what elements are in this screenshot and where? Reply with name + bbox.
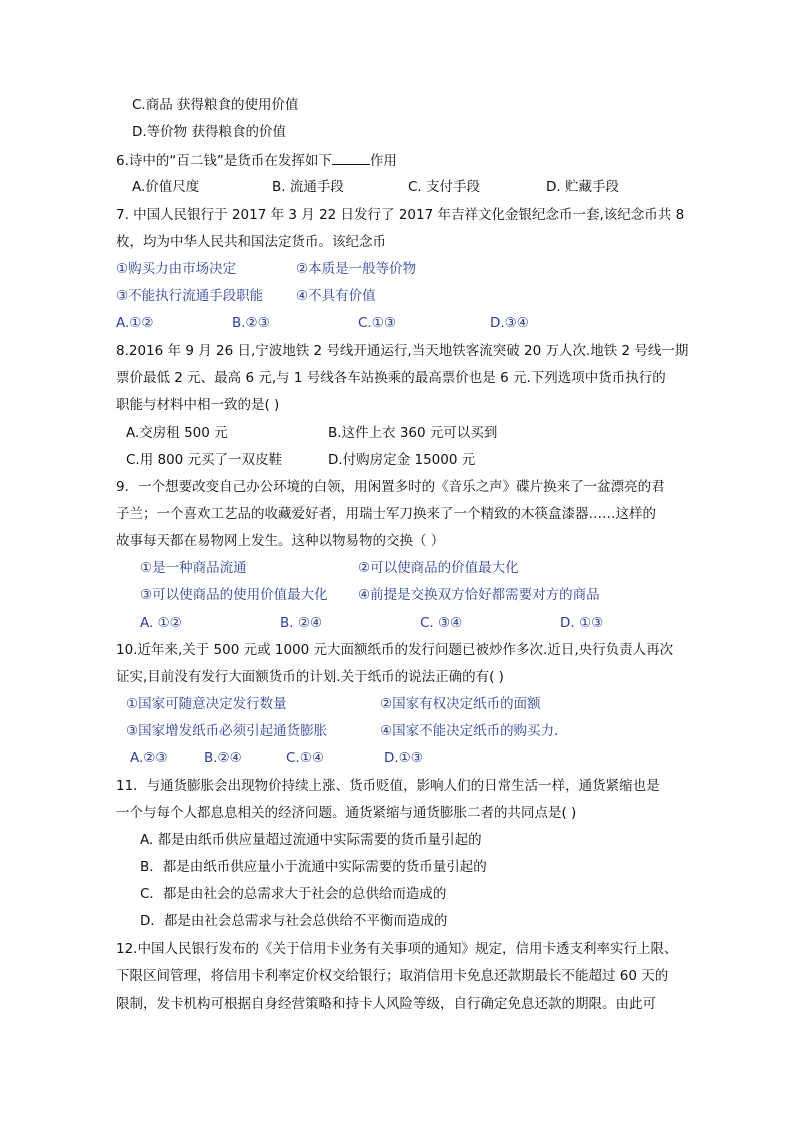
q9-option-b: B. ②④ — [280, 615, 323, 631]
q11-stem-line2: 一个与每个人都息息相关的经济问题。通货紧缩与通货膨胀二者的共同点是( ) — [116, 805, 577, 821]
answer-blank — [332, 150, 370, 165]
q10-option-a: A.②③ — [130, 750, 168, 766]
q12-stem-line1: 12.中国人民银行发布的《关于信用卡业务有关事项的通知》规定，信用卡透支利率实行上限、 — [116, 941, 678, 957]
question-6-stem — [116, 150, 397, 170]
q5-option-d: D.等价物 获得粮食的价值 — [132, 124, 286, 140]
q7-statement-2: ②本质是一般等价物 — [296, 261, 417, 277]
q10-statement-4: ④国家不能决定纸币的购买力. — [380, 723, 559, 739]
q6-option-a: A.价值尺度 — [132, 179, 200, 195]
q11-option-a: A. 都是由纸币供应量超过流通中实际需要的货币量引起的 — [140, 832, 482, 848]
q7-statement-4: ④不具有价值 — [296, 288, 376, 304]
q5-option-c: C.商品 获得粮食的使用价值 — [132, 97, 299, 113]
q9-stem-line3: 故事每天都在易物网上发生。这种以物易物的交换（ ） — [116, 533, 445, 549]
q8-option-d: D.付购房定金 15000 元 — [328, 452, 476, 468]
q12-stem-line2: 下限区间管理，将信用卡利率定价权交给银行；取消信用卡免息还款期最长不能超过 60 天的 — [116, 968, 669, 984]
q7-stem-line1: 7. 中国人民银行于 2017 年 3 月 22 日发行了 2017 年吉祥文化金银纪念币一套,该纪念币共 8 — [116, 207, 685, 223]
q7-option-c: C.①③ — [358, 315, 396, 331]
q9-option-a: A. ①② — [140, 615, 182, 631]
q9-statement-3: ③可以使商品的使用价值最大化 — [140, 587, 328, 603]
q9-stem-line1: 9．一个想要改变自己办公环境的白领，用闲置多时的《音乐之声》碟片换来了一盆漂亮的君 — [116, 479, 665, 495]
q10-option-c: C.①④ — [286, 750, 324, 766]
q7-stem-line2: 枚，均为中华人民共和国法定货币。该纪念币 — [116, 234, 386, 250]
q7-option-a: A.①② — [116, 315, 154, 331]
q9-statement-2: ②可以使商品的价值最大化 — [358, 560, 519, 576]
q9-stem-line2: 子兰；一个喜欢工艺品的收藏爱好者，用瑞士军刀换来了一个精致的木筷盒漆器……这样的 — [116, 506, 656, 522]
q11-option-b: B．都是由纸币供应量小于流通中实际需要的货币量引起的 — [140, 859, 487, 875]
q10-statement-3: ③国家增发纸币必须引起通货膨胀 — [126, 723, 328, 739]
q11-option-d: D．都是由社会总需求与社会总供给不平衡而造成的 — [140, 913, 448, 929]
q6-option-d: D. 贮藏手段 — [546, 179, 619, 195]
q6-stem-tail: 作用 — [369, 153, 397, 169]
q8-option-c: C.用 800 元买了一双皮鞋 — [126, 452, 283, 468]
q8-option-b: B.这件上衣 360 元可以买到 — [328, 425, 498, 441]
q10-statement-1: ①国家可随意决定发行数量 — [126, 696, 287, 712]
q8-stem-line2: 票价最低 2 元、最高 6 元,与 1 号线各车站换乘的最高票价也是 6 元.下列选项中货币执行的 — [116, 370, 666, 386]
q7-option-d: D.③④ — [490, 315, 529, 331]
q9-option-c: C. ③④ — [420, 615, 463, 631]
q8-stem-line3: 职能与材料中相一致的是( ) — [116, 397, 280, 413]
q7-statement-1: ①购买力由市场决定 — [116, 261, 237, 277]
q7-option-b: B.②③ — [232, 315, 270, 331]
q9-statement-1: ①是一种商品流通 — [140, 560, 247, 576]
q9-statement-4: ④前提是交换双方恰好都需要对方的商品 — [358, 587, 600, 603]
q10-option-b: B.②④ — [204, 750, 242, 766]
q8-option-a: A.交房租 500 元 — [126, 425, 228, 441]
q10-stem-line2: 证实,目前没有发行大面额货币的计划.关于纸币的说法正确的有( ) — [116, 669, 504, 685]
q9-option-d: D. ①③ — [560, 615, 604, 631]
q6-option-b: B. 流通手段 — [272, 179, 344, 195]
q6-option-c: C. 支付手段 — [408, 179, 481, 195]
q10-option-d: D.①③ — [384, 750, 423, 766]
q11-stem-line1: 11．与通货膨胀会出现物价持续上涨、货币贬值，影响人们的日常生活一样，通货紧缩也是 — [116, 778, 660, 794]
q6-stem-text: 6.诗中的“百二钱”是货币在发挥如下 — [116, 153, 332, 169]
q8-stem-line1: 8.2016 年 9 月 26 日,宁波地铁 2 号线开通运行,当天地铁客流突破 20 万人次.地铁 2 号线一期 — [116, 343, 689, 359]
q12-stem-line3: 限制，发卡机构可根据自身经营策略和持卡人风险等级，自行确定免息还款的期限。由此可 — [116, 996, 656, 1012]
q11-option-c: C．都是由社会的总需求大于社会的总供给而造成的 — [140, 886, 447, 902]
q10-statement-2: ②国家有权决定纸币的面额 — [380, 696, 541, 712]
q10-stem-line1: 10.近年来,关于 500 元或 1000 元大面额纸币的发行问题已被炒作多次.近日,央行负责人再次 — [116, 642, 674, 658]
q7-statement-3: ③不能执行流通手段职能 — [116, 288, 264, 304]
